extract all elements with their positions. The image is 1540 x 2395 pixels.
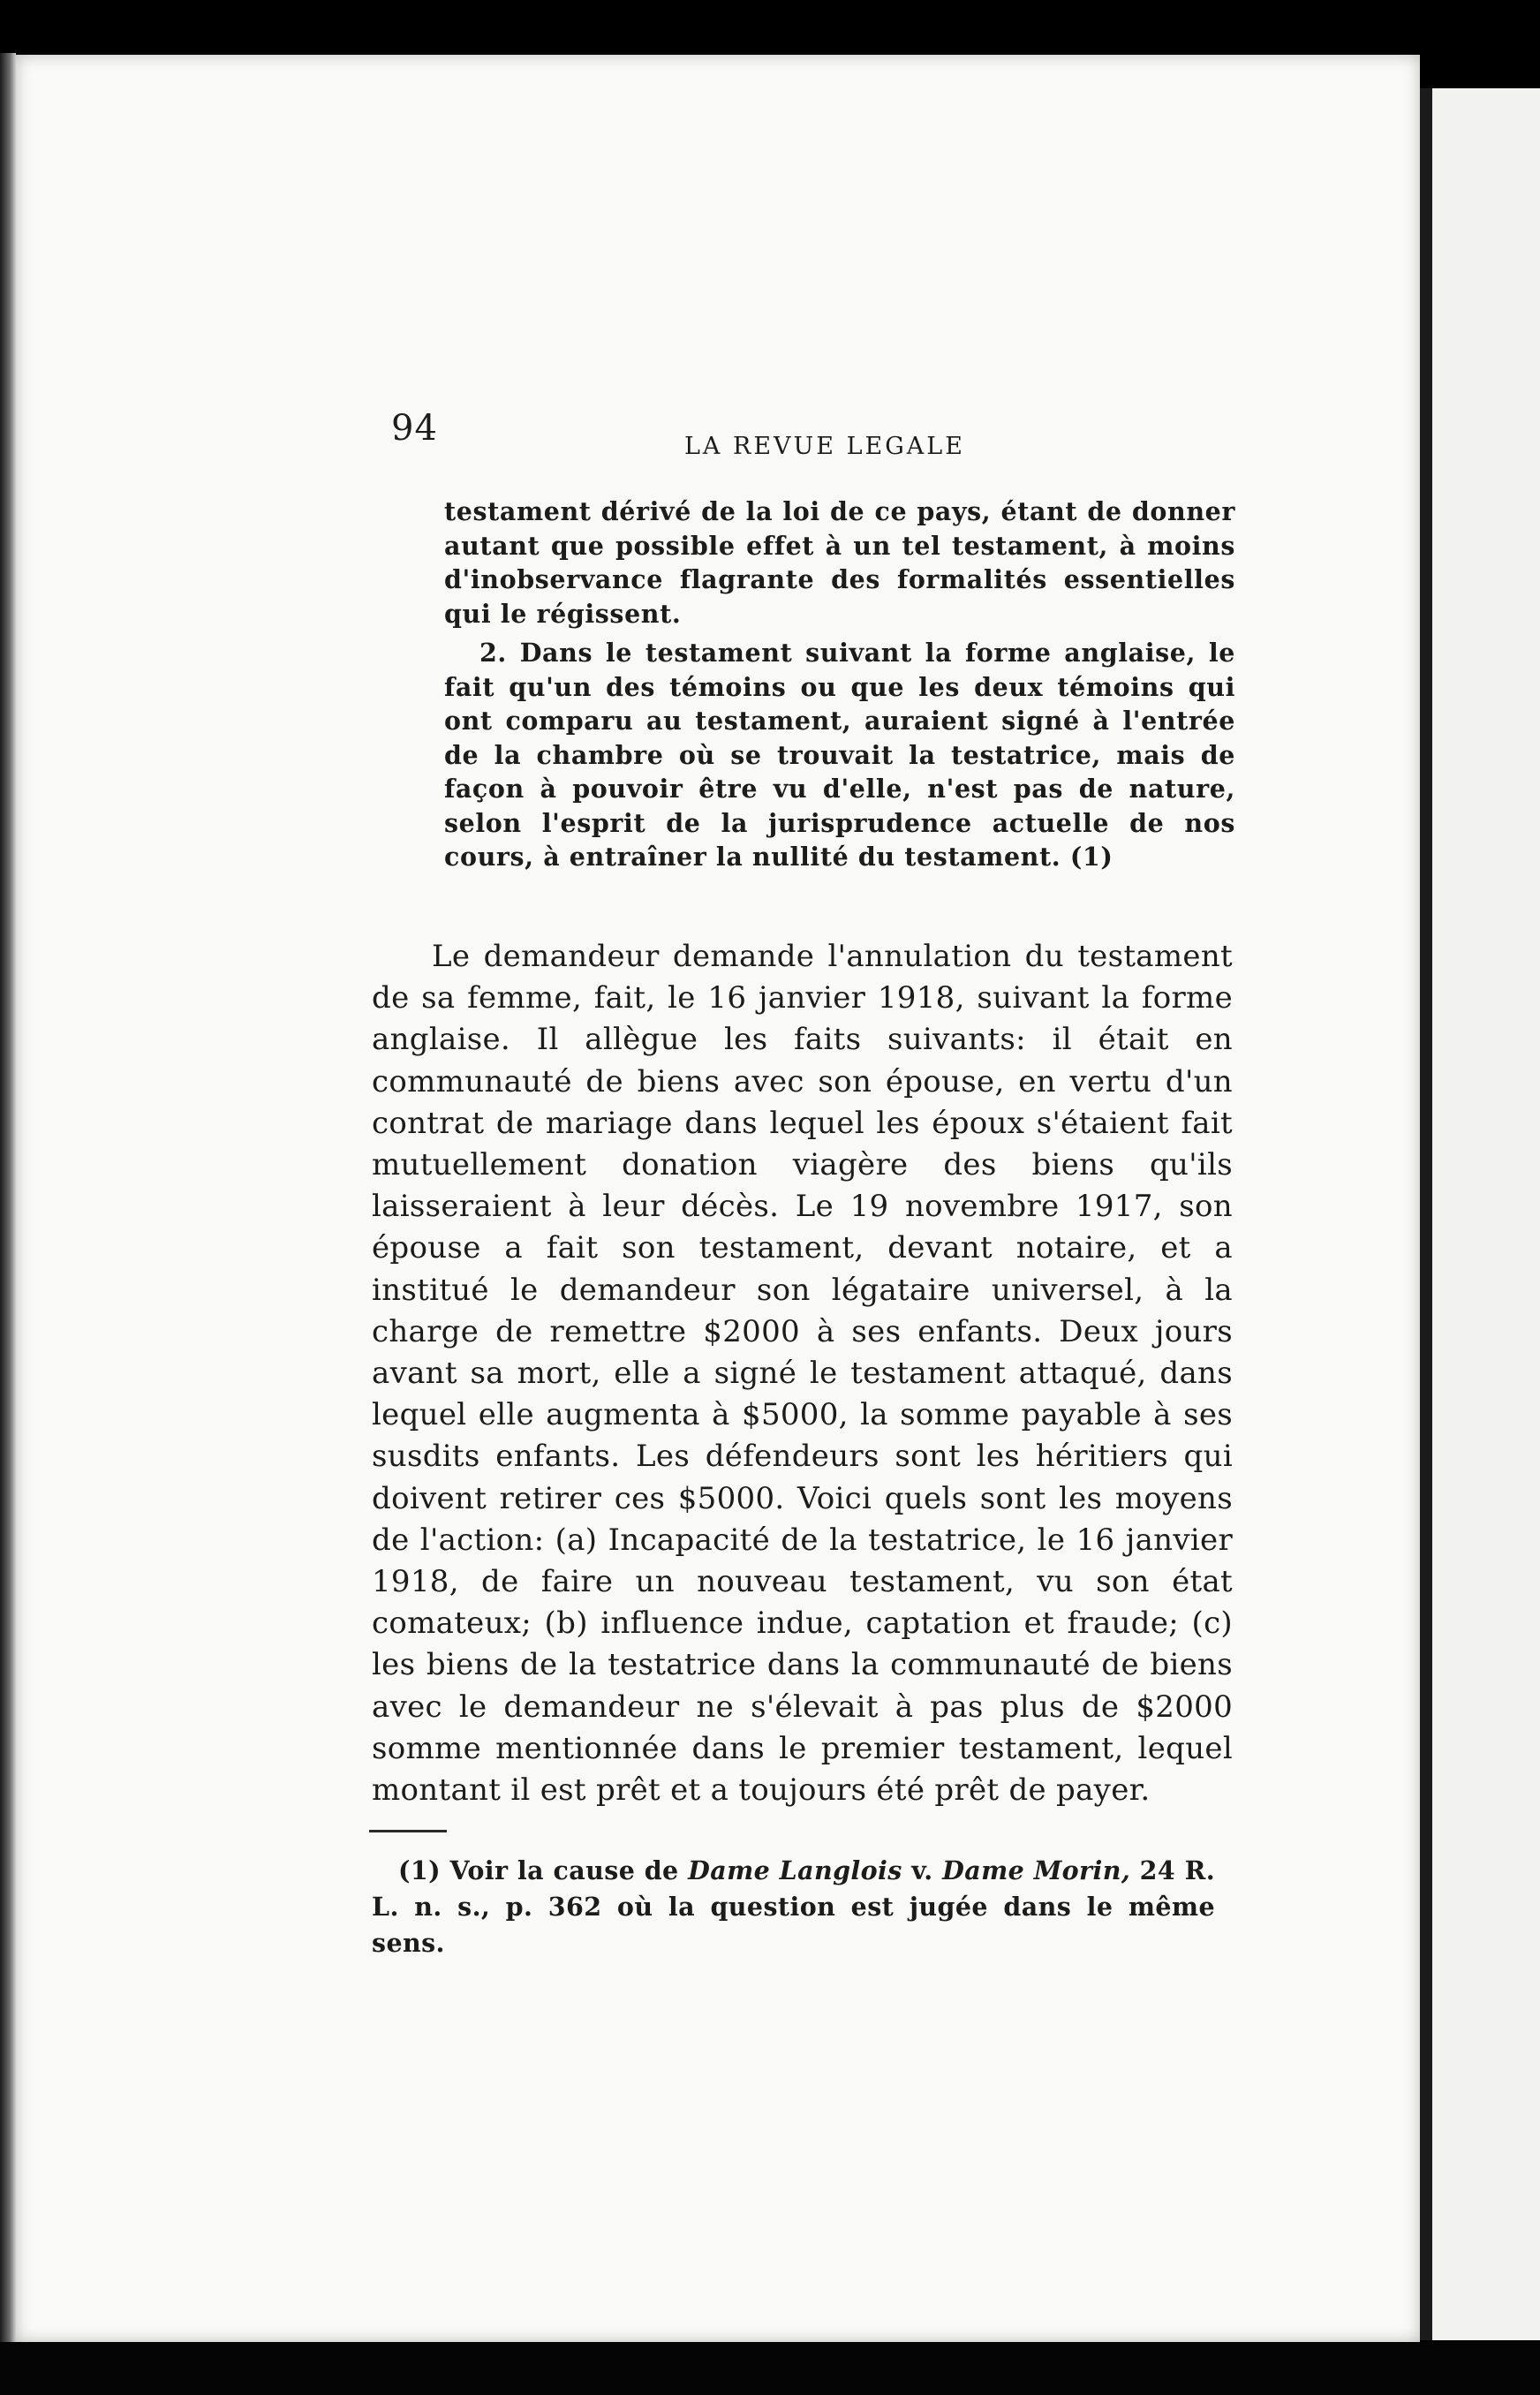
running-title: LA REVUE LEGALE (684, 433, 965, 460)
adjacent-page-edge (1432, 88, 1540, 2340)
page-gutter (1420, 88, 1432, 2340)
footnote-text-after: 24 R. L. n. s., p. 362 où la question est jugée dans le même sens. (372, 1855, 1216, 1958)
page-number: 94 (391, 408, 438, 449)
headnote-paragraph-1: testament dérivé de la loi de ce pays, étant de donner autant que possible effet à un tel testament, à moins d'inobservance flagrante des formalités essentielles qui le régissent. (444, 496, 1235, 629)
footnote-party-1: Dame Langlois (688, 1855, 902, 1885)
footnote-versus: v. (911, 1855, 933, 1885)
footnote-party-2: Dame Morin, (942, 1855, 1131, 1885)
scan-bottom-border (0, 2342, 1540, 2395)
footnote (372, 1853, 1215, 1961)
body-paragraph-1: Le demandeur demande l'annulation du testament de sa femme, fait, le 16 janvier 1918, suivant la forme anglaise. Il allègue les faits suivants: il était en communauté de biens avec son épouse, en vertu d'un contrat de mariage dans lequel les époux s'étaient fait mutuellement donation viagère des biens qu'ils laisseraient à leur décès. Le 19 novembre 1917, son épouse a fait son testament, devant notaire, et a institué le demandeur son légataire universel, à la charge de remettre $2000 à ses enfants. Deux jours avant sa mort, elle a signé le testament attaqué, dans lequel elle augmenta à $5000, la somme payable à ses susdits enfants. Les défendeurs sont les héritiers qui doivent retirer ces $5000. Voici quels sont les moyens de l'action: (a) Incapacité de la testatrice, le 16 janvier 1918, de faire un nouveau testament, vu son état comateux; (b) influence indue, captation et fraude; (c) les biens de la testatrice dans la communauté de biens avec le demandeur ne s'élevait à pas plus de $2000 somme mentionnée dans le premier testament, lequel montant il est prêt et a toujours été prêt de payer. (372, 939, 1233, 1809)
footnote-rule (369, 1830, 447, 1832)
book-spine-edge (0, 53, 16, 2349)
body-text (372, 936, 1233, 1811)
headnote-paragraph-2: 2. Dans le testament suivant la forme anglaise, le fait qu'un des témoins ou que les deux témoins qui ont comparu au testament, auraient signé à l'entrée de la chambre où se trouvait la testatrice, mais de façon à pouvoir être vu d'elle, n'est pas de nature, selon l'esprit de la jurisprudence actuelle de nos cours, à entraîner la nullité du testament. (1) (444, 638, 1235, 872)
footnote-text-before: Voir la cause de (449, 1855, 679, 1885)
headnote (444, 495, 1235, 874)
footnote-marker: (1) (398, 1855, 441, 1885)
